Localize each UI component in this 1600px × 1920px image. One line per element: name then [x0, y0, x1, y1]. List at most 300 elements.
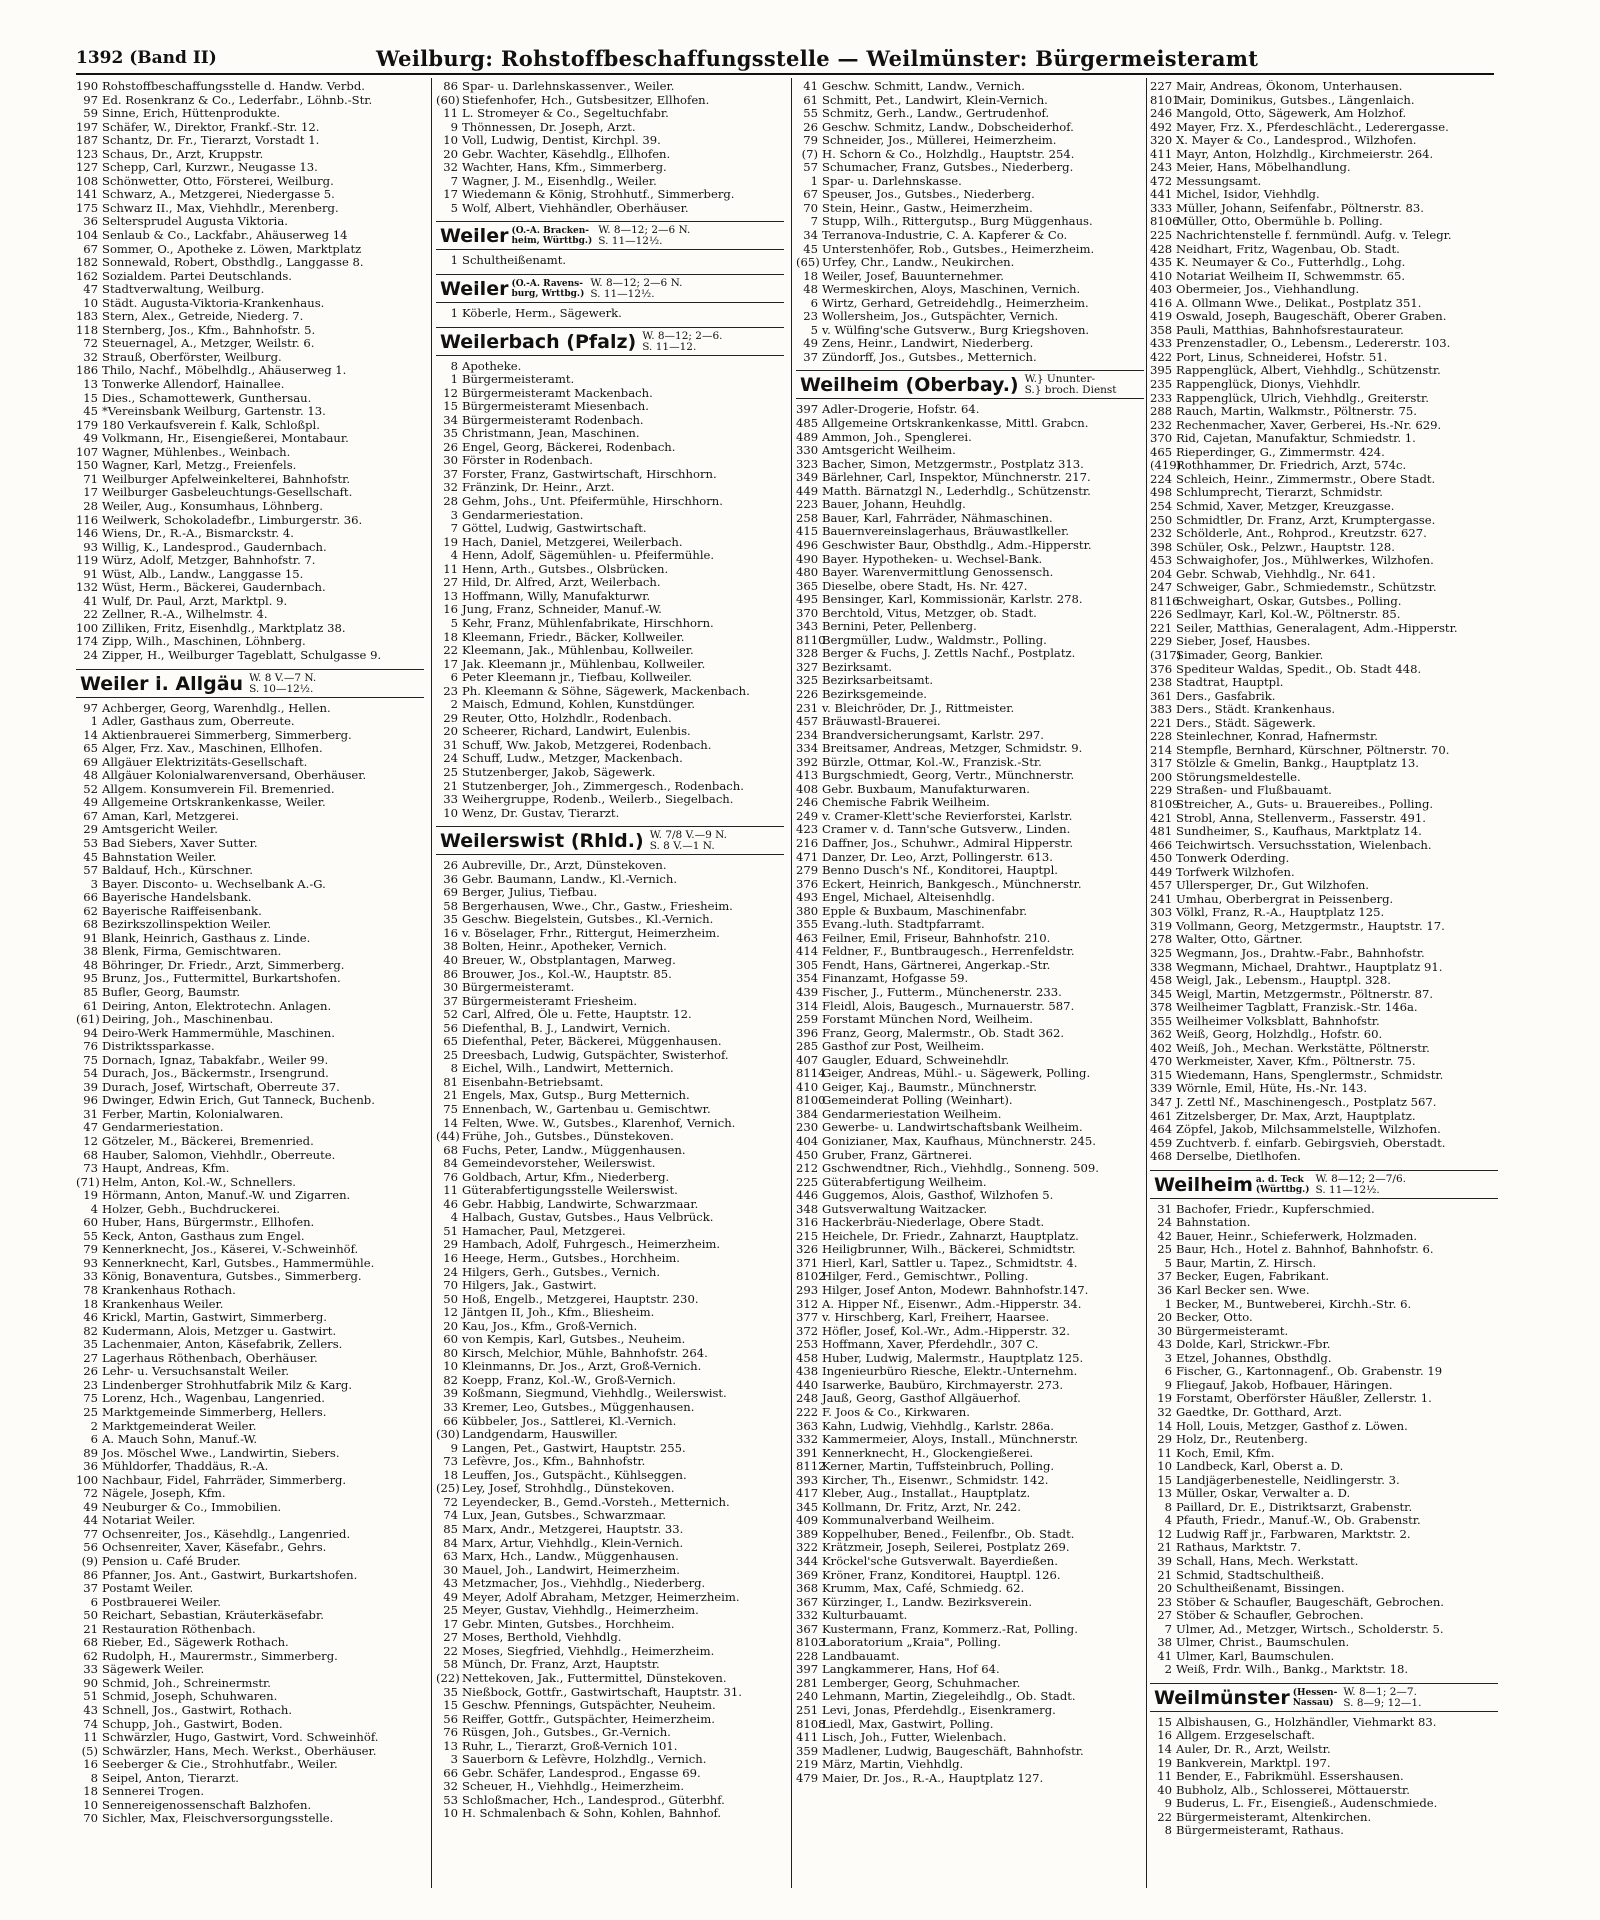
- phone-number: 355: [1150, 1014, 1173, 1028]
- subscriber-name: Schölderle, Ant., Rohprod., Kreutzstr. 627.: [1176, 527, 1427, 541]
- subscriber-name: Götzeler, M., Bäckerei, Bremenried.: [102, 1135, 314, 1149]
- subscriber-name: Steuernagel, A., Metzger, Weilstr. 6.: [102, 337, 315, 351]
- list-item: [76, 1176, 424, 1190]
- subscriber-name: Zündorff, Jos., Gutsbes., Metternich.: [822, 350, 1037, 364]
- subscriber-name: Leyendecker, B., Gemd.-Vorsteh., Metternich.: [462, 1495, 730, 1509]
- list-item: [796, 1379, 1144, 1393]
- subscriber-name: Moses, Berthold, Viehhdlg.: [462, 1631, 622, 1645]
- subscriber-name: Sauerborn & Lefèvre, Holzhdlg., Vernich.: [462, 1753, 707, 1767]
- subscriber-name: Halbach, Gustav, Gutsbes., Haus Velbrück.: [462, 1211, 714, 1225]
- subscriber-name: Kürzinger, I., Landw. Bezirksverein.: [822, 1595, 1033, 1609]
- phone-number: 39: [83, 1080, 98, 1094]
- subscriber-name: Hackerbräu-Niederlage, Obere Stadt.: [822, 1216, 1045, 1230]
- phone-number: 47: [83, 283, 98, 297]
- subscriber-name: Nießbock, Gottfr., Gastwirtschaft, Hauptstr. 31.: [462, 1685, 742, 1699]
- list-item: [76, 851, 424, 865]
- list-item: [436, 658, 784, 672]
- phone-number: 186: [76, 364, 99, 378]
- phone-number: 8: [90, 1771, 98, 1785]
- subscriber-name: Fendt, Hans, Gärtnerei, Angerkap.-Str.: [822, 958, 1051, 972]
- list-item: [436, 1482, 784, 1496]
- phone-number: 338: [1150, 960, 1173, 974]
- phone-number: 73: [443, 1455, 458, 1469]
- subscriber-name: Gemeindevorsteher, Weilerswist.: [462, 1157, 656, 1171]
- subscriber-name: Bürgermeisteramt, Altenkirchen.: [1176, 1810, 1372, 1824]
- list-item: [436, 1062, 784, 1076]
- subscriber-name: Koepp, Franz, Kol.-W., Groß-Vernich.: [462, 1373, 676, 1387]
- phone-number: 15: [83, 391, 98, 405]
- phone-number: 20: [443, 147, 458, 161]
- subscriber-name: Wachter, Hans, Kfm., Simmerberg.: [462, 161, 667, 175]
- subscriber-name: Evang.-luth. Stadtpfarramt.: [822, 918, 985, 932]
- list-item: [76, 837, 424, 851]
- list-item: [436, 1713, 784, 1727]
- list-item: [796, 243, 1144, 257]
- list-item: [1150, 879, 1498, 893]
- subscriber-name: Mühldorfer, Thaddäus, R.-A.: [102, 1460, 269, 1474]
- list-item: [1150, 1757, 1498, 1771]
- phone-number: 68: [83, 1148, 98, 1162]
- list-item: [76, 378, 424, 392]
- subscriber-name: Weigl, Martin, Metzgermstr., Pöltnerstr. 87.: [1176, 987, 1434, 1001]
- list-item: [796, 1121, 1144, 1135]
- list-item: [1150, 1743, 1498, 1757]
- subscriber-name: Sonnewald, Robert, Obsthdlg., Langgasse 8.: [102, 256, 364, 270]
- list-item: [436, 1320, 784, 1334]
- phone-number: 227: [1150, 80, 1173, 93]
- phone-number: 215: [796, 1229, 819, 1243]
- list-item: [436, 1022, 784, 1036]
- subscriber-name: Strobl, Anna, Stellenverm., Fasserstr. 491.: [1176, 811, 1426, 825]
- subscriber-name: Weilburger Apfelweinkelterei, Bahnhofstr.: [102, 472, 351, 486]
- phone-number: 70: [803, 201, 818, 215]
- phone-number: 16: [443, 603, 458, 617]
- list-item: [76, 810, 424, 824]
- subscriber-name: Scheuer, H., Viehhdlg., Heimerzheim.: [462, 1780, 685, 1794]
- phone-number: 79: [803, 134, 818, 148]
- phone-number: 37: [443, 994, 458, 1008]
- list-item: [796, 1176, 1144, 1190]
- subscriber-name: Wagner, Karl, Metzg., Freienfels.: [102, 459, 297, 473]
- phone-number: 408: [796, 782, 819, 796]
- phone-number: 6: [1164, 1365, 1172, 1379]
- subscriber-name: Goldbach, Artur, Kfm., Niederberg.: [462, 1170, 670, 1184]
- subscriber-name: Allgäuer Elektrizitäts-Gesellschaft.: [102, 755, 308, 769]
- subscriber-name: Lisch, Joh., Futter, Wielenbach.: [822, 1731, 1007, 1745]
- list-item: [76, 796, 424, 810]
- subscriber-name: Steinlechner, Konrad, Hafnermstr.: [1176, 730, 1378, 744]
- list-item: [436, 1591, 784, 1605]
- subscriber-name: Dreesbach, Ludwig, Gutspächter, Swisterhof.: [462, 1048, 729, 1062]
- phone-number: 16: [83, 1758, 98, 1772]
- list-item: [1150, 527, 1498, 541]
- subscriber-name: Auler, Dr. R., Arzt, Weilstr.: [1176, 1742, 1331, 1756]
- phone-number: 53: [443, 1793, 458, 1807]
- phone-number: 285: [796, 1040, 819, 1054]
- list-item: [76, 364, 424, 378]
- list-item: [436, 1767, 784, 1781]
- phone-number: 471: [796, 850, 819, 864]
- list-item: [76, 1406, 424, 1420]
- list-item: [1150, 1110, 1498, 1124]
- phone-number: 16: [1157, 1729, 1172, 1743]
- subscriber-name: Rid, Cajetan, Manufaktur, Schmiedstr. 1.: [1176, 432, 1416, 446]
- list-item: [436, 1387, 784, 1401]
- subscriber-name: Isarwerke, Baubüro, Kirchmayerstr. 273.: [822, 1378, 1064, 1392]
- subscriber-name: Stiefenhofer, Hch., Gutsbesitzer, Ellhofen.: [462, 93, 710, 107]
- list-item: [76, 1203, 424, 1217]
- subscriber-name: Kommunalverband Weilheim.: [822, 1514, 995, 1528]
- subscriber-name: Allgäuer Kolonialwarenversand, Oberhäuser.: [102, 769, 367, 783]
- subscriber-name: Pfanner, Jos. Ant., Gastwirt, Burkartshofen.: [102, 1568, 358, 1582]
- list-item: [436, 1442, 784, 1456]
- subscriber-name: Sedlmayr, Karl, Kol.-W., Pöltnerstr. 85.: [1176, 608, 1401, 622]
- subscriber-name: Rieber, Ed., Sägewerk Rothach.: [102, 1636, 289, 1650]
- phone-number: 414: [796, 945, 819, 959]
- subscriber-name: Thönnessen, Dr. Joseph, Arzt.: [462, 120, 636, 134]
- subscriber-name: Alger, Frz. Xav., Maschinen, Ellhofen.: [102, 742, 323, 756]
- list-item: [76, 1528, 424, 1542]
- subscriber-name: März, Martin, Viehhdlg.: [822, 1758, 964, 1772]
- subscriber-name: Weilheimer Volksblatt, Bahnhofstr.: [1176, 1014, 1380, 1028]
- list-item: [76, 702, 424, 716]
- phone-number: 34: [443, 413, 458, 427]
- list-item: [436, 387, 784, 401]
- list-item: [796, 1690, 1144, 1704]
- list-item: [1150, 378, 1498, 392]
- subscriber-name: Durach, Josef, Wirtschaft, Oberreute 37.: [102, 1080, 340, 1094]
- list-item: [76, 742, 424, 756]
- list-item: [1150, 1352, 1498, 1366]
- phone-number: 37: [83, 1582, 98, 1596]
- phone-number: 40: [1157, 1783, 1172, 1797]
- subscriber-name: Gewerbe- u. Landwirtschaftsbank Weilheim.: [822, 1121, 1083, 1135]
- list-item: [436, 1509, 784, 1523]
- phone-number: 229: [1150, 784, 1173, 798]
- list-item: [76, 945, 424, 959]
- subscriber-name: Spar- u. Darlehnskasse.: [822, 174, 962, 188]
- subscriber-name: von Kempis, Karl, Gutsbes., Neuheim.: [462, 1333, 686, 1347]
- phone-number: 39: [1157, 1554, 1172, 1568]
- phone-number: 36: [83, 215, 98, 229]
- subscriber-name: Huber, Hans, Bürgermstr., Ellhofen.: [102, 1216, 315, 1230]
- list-item: [436, 1645, 784, 1659]
- subscriber-name: Fuchs, Peter, Landw., Müggenhausen.: [462, 1143, 686, 1157]
- subscriber-name: Engel, Georg, Bäckerei, Rodenbach.: [462, 440, 676, 454]
- list-item: [1150, 730, 1498, 744]
- subscriber-name: Kerner, Martin, Tuffsteinbruch, Polling.: [822, 1460, 1055, 1474]
- phone-number: 320: [1150, 134, 1173, 148]
- list-item: [796, 1596, 1144, 1610]
- phone-number: 56: [443, 1712, 458, 1726]
- subscriber-name: Stern, Alex., Getreide, Niederg. 7.: [102, 310, 304, 324]
- list-item: [796, 1270, 1144, 1284]
- subscriber-name: Seeberger & Cie., Strohhutfabr., Weiler.: [102, 1758, 338, 1772]
- list-item: [1150, 1001, 1498, 1015]
- list-item: [76, 1230, 424, 1244]
- subscriber-name: Schönwetter, Otto, Försterei, Weilburg.: [102, 174, 334, 188]
- phone-number: 65: [443, 1035, 458, 1049]
- subscriber-name: Förster in Rodenbach.: [462, 454, 593, 468]
- subscriber-name: Bürgermeisteramt.: [1176, 1324, 1289, 1338]
- subscriber-name: Müller, Oskar, Verwalter a. D.: [1176, 1487, 1351, 1501]
- list-item: [76, 1582, 424, 1596]
- subscriber-name: Wenz, Dr. Gustav, Tierarzt.: [462, 806, 620, 820]
- list-item: [1150, 961, 1498, 975]
- phone-number: 36: [83, 1460, 98, 1474]
- list-item: [436, 1469, 784, 1483]
- subscriber-name: Landbeck, Karl, Oberst a. D.: [1176, 1460, 1344, 1474]
- list-item: [1150, 1663, 1498, 1677]
- subscriber-name: Krankenhaus Weiler.: [102, 1297, 224, 1311]
- list-item: [436, 1455, 784, 1469]
- office-hours: W. 8—12; 2—7/6. S. 11—12½.: [1315, 1172, 1406, 1196]
- subscriber-name: Kircher, Th., Eisenwr., Schmidstr. 142.: [822, 1473, 1049, 1487]
- list-item: [76, 514, 424, 528]
- list-item: [1150, 1716, 1498, 1730]
- subscriber-name: Wüst, Herm., Bäckerei, Gaudernbach.: [102, 581, 326, 595]
- list-item: [76, 175, 424, 189]
- list-item: [1150, 1392, 1498, 1406]
- list-item: [796, 121, 1144, 135]
- phone-number: 48: [83, 769, 98, 783]
- phone-number: 278: [1150, 933, 1173, 947]
- phone-number: 246: [1150, 107, 1173, 121]
- subscriber-name: Schwarz, A., Metzgerei, Niedergasse 5.: [102, 188, 335, 202]
- phone-number: 332: [796, 1433, 819, 1447]
- phone-number: 305: [796, 958, 819, 972]
- subscriber-name: Berger & Fuchs, J. Zettls Nachf., Postplatz.: [822, 647, 1076, 661]
- phone-number: 48: [803, 283, 818, 297]
- phone-number: 393: [796, 1473, 819, 1487]
- phone-number: 77: [83, 1527, 98, 1541]
- list-item: [796, 337, 1144, 351]
- subscriber-name: Stöber & Schaufler, Baugeschäft, Gebrochen.: [1176, 1595, 1444, 1609]
- phone-number: 49: [443, 1590, 458, 1604]
- phone-number: 69: [443, 886, 458, 900]
- phone-number: 489: [796, 430, 819, 444]
- list-item: [436, 1428, 784, 1442]
- phone-number: 371: [796, 1256, 819, 1270]
- subscriber-name: Müller, Otto, Obermühle b. Polling.: [1176, 215, 1383, 229]
- phone-number: 67: [803, 188, 818, 202]
- subscriber-name: Kammermeier, Aloys, Install., Münchnerstr.: [822, 1433, 1079, 1447]
- subscriber-name: Hauber, Salomon, Viehhdlr., Oberreute.: [102, 1148, 336, 1162]
- subscriber-name: Sägewerk Weiler.: [102, 1663, 205, 1677]
- list-item: [76, 581, 424, 595]
- list-item: [796, 1352, 1144, 1366]
- list-item: [1150, 906, 1498, 920]
- phone-number: 11: [1157, 1446, 1172, 1460]
- list-item: [76, 1108, 424, 1122]
- phone-number: 8110: [796, 633, 826, 647]
- phone-number: 40: [443, 953, 458, 967]
- subscriber-name: Weiß, Joh., Mechan. Werkstätte, Pöltnerstr.: [1176, 1041, 1430, 1055]
- phone-number: 29: [443, 1238, 458, 1252]
- list-item: [76, 1149, 424, 1163]
- list-item: [76, 918, 424, 932]
- phone-number: 8109: [1150, 797, 1180, 811]
- list-item: [1150, 757, 1498, 771]
- list-item: [436, 536, 784, 550]
- list-item: [796, 566, 1144, 580]
- list-item: [1150, 635, 1498, 649]
- subscriber-name: Reiffer, Gottfr., Gutspächter, Heimerzheim.: [462, 1712, 715, 1726]
- subscriber-name: Sieber, Josef, Hausbes.: [1176, 635, 1311, 649]
- list-item: [436, 1604, 784, 1618]
- subscriber-name: Sternberg, Jos., Kfm., Bahnhofstr. 5.: [102, 323, 316, 337]
- list-item: [796, 1663, 1144, 1677]
- subscriber-name: Stadtverwaltung, Weilburg.: [102, 283, 265, 297]
- phone-number: 411: [796, 1731, 819, 1745]
- subscriber-name: Ammon, Joh., Spenglerei.: [822, 430, 972, 444]
- phone-number: 91: [83, 567, 98, 581]
- phone-number: 23: [443, 684, 458, 698]
- subscriber-name: Seipel, Anton, Tierarzt.: [102, 1771, 239, 1785]
- list-item: [796, 986, 1144, 1000]
- subscriber-name: Engel, Michael, Alteisenhdlg.: [822, 891, 995, 905]
- subscriber-name: Hilgers, Gerh., Gutsbes., Vernich.: [462, 1265, 661, 1279]
- list-item: [436, 360, 784, 374]
- subscriber-name: v. Böselager, Frhr., Rittergut, Heimerzheim.: [462, 926, 720, 940]
- subscriber-name: Bürgermeisteramt.: [462, 981, 575, 995]
- subscriber-name: Willig, K., Landesprod., Gaudernbach.: [102, 540, 327, 554]
- phone-number: 21: [1157, 1541, 1172, 1555]
- subscriber-name: Heege, Herm., Gutsbes., Horchheim.: [462, 1252, 680, 1266]
- list-item: [796, 1257, 1144, 1271]
- list-item: [76, 1474, 424, 1488]
- phone-number: 349: [796, 471, 819, 485]
- subscriber-name: Schultheißenamt.: [462, 254, 567, 268]
- phone-number: 41: [83, 594, 98, 608]
- phone-number: 68: [83, 918, 98, 932]
- list-item: [76, 270, 424, 284]
- phone-number: 440: [796, 1378, 819, 1392]
- list-item: [1150, 581, 1498, 595]
- list-item: [436, 995, 784, 1009]
- subscriber-name: Hoffmann, Xaver, Pferdehdlr., 307 C.: [822, 1338, 1039, 1352]
- phone-number: 62: [83, 1649, 98, 1663]
- subscriber-name: Kröckel'sche Gutsverwalt. Bayerdießen.: [822, 1554, 1058, 1568]
- list-item: [436, 1144, 784, 1158]
- list-item: [796, 1067, 1144, 1081]
- phone-number: 438: [796, 1365, 819, 1379]
- subscriber-name: Ulmer, Christ., Baumschulen.: [1176, 1636, 1350, 1650]
- subscriber-name: Wirtz, Gerhard, Getreidehdlg., Heimerzheim.: [822, 296, 1089, 310]
- phone-number: 248: [796, 1392, 819, 1406]
- phone-number: 404: [796, 1135, 819, 1149]
- list-item: [1150, 974, 1498, 988]
- subscriber-name: v. Bleichröder, Dr. J., Rittmeister.: [822, 701, 1015, 715]
- subscriber-name: Ferber, Martin, Kolonialwaren.: [102, 1107, 284, 1121]
- list-item: [796, 823, 1144, 837]
- subscriber-name: Geschw. Pfennings, Gutspächter, Neuheim.: [462, 1699, 716, 1713]
- phone-number: 6: [450, 671, 458, 685]
- subscriber-name: Maisch, Edmund, Kohlen, Kunstdünger.: [462, 698, 696, 712]
- phone-number: 13: [83, 378, 98, 392]
- phone-number: 68: [83, 1636, 98, 1650]
- phone-number: 61: [83, 999, 98, 1013]
- phone-number: 38: [83, 945, 98, 959]
- list-item: [796, 1758, 1144, 1772]
- subscriber-name: Weiß, Georg, Holzhdlg., Hofstr. 60.: [1176, 1028, 1383, 1042]
- list-item: [1150, 893, 1498, 907]
- phone-number: 39: [443, 1387, 458, 1401]
- list-item: [76, 161, 424, 175]
- town-heading: [436, 221, 784, 250]
- phone-number: 22: [1157, 1810, 1172, 1824]
- subscriber-name: Gebr. Schwab, Viehhdlg., Nr. 641.: [1176, 567, 1376, 581]
- phone-number: 397: [796, 403, 819, 417]
- list-item: [436, 940, 784, 954]
- list-item: [1150, 1433, 1498, 1447]
- phone-number: 51: [443, 1224, 458, 1238]
- phone-number: 24: [83, 648, 98, 662]
- list-item: [436, 1008, 784, 1022]
- list-item: [1150, 161, 1498, 175]
- list-item: [76, 1270, 424, 1284]
- list-item: [436, 873, 784, 887]
- subscriber-name: Landbauamt.: [822, 1649, 900, 1663]
- phone-number: 457: [796, 715, 819, 729]
- subscriber-name: Forstamt, Oberförster Häußler, Zellerstr. 1.: [1176, 1392, 1432, 1406]
- phone-number: 5: [450, 616, 458, 630]
- list-item: [436, 576, 784, 590]
- subscriber-name: Bufler, Georg, Baumstr.: [102, 986, 241, 999]
- phone-number: 233: [1150, 391, 1173, 405]
- phone-number: 229: [1150, 635, 1173, 649]
- phone-number: 365: [796, 579, 819, 593]
- phone-number: 116: [76, 513, 99, 527]
- phone-number: 28: [83, 499, 98, 513]
- phone-number: 243: [1150, 161, 1173, 175]
- list-item: [1150, 500, 1498, 514]
- phone-number: 10: [83, 296, 98, 310]
- list-item: [436, 644, 784, 658]
- subscriber-name: Schmid, Joh., Schreinermstr.: [102, 1676, 271, 1690]
- phone-number: 32: [443, 1780, 458, 1794]
- subscriber-name: Jung, Franz, Schneider, Manuf.-W.: [462, 603, 662, 617]
- subscriber-name: Sichler, Max, Fleischversorgungsstelle.: [102, 1812, 334, 1826]
- phone-number: 48: [83, 958, 98, 972]
- town-name: Weiler: [440, 225, 509, 248]
- subscriber-name: Wiedemann & König, Strohhutf., Simmerberg.: [462, 188, 735, 202]
- list-item: [436, 1631, 784, 1645]
- subscriber-name: Geiger, Andreas, Mühl.- u. Sägewerk, Polling.: [822, 1067, 1091, 1081]
- subscriber-name: Kirsch, Melchior, Mühle, Bahnhofstr. 264.: [462, 1346, 708, 1360]
- list-item: [796, 229, 1144, 243]
- list-item: [796, 1677, 1144, 1691]
- list-item: [76, 229, 424, 243]
- subscriber-name: Maier, Dr. Jos., R.-A., Hauptplatz 127.: [822, 1771, 1044, 1785]
- subscriber-name: Lachenmaier, Anton, Käsefabrik, Zellers.: [102, 1338, 343, 1352]
- subscriber-name: Aktienbrauerei Simmerberg, Simmerberg.: [102, 728, 352, 742]
- phone-number: 13: [443, 1739, 458, 1753]
- subscriber-name: Zitzelsberger, Dr. Max, Arzt, Hauptplatz.: [1176, 1109, 1416, 1123]
- list-item: [76, 486, 424, 500]
- phone-number: 325: [796, 674, 819, 688]
- phone-number: 407: [796, 1053, 819, 1067]
- list-item: [436, 1415, 784, 1429]
- subscriber-name: Zipper, H., Weilburger Tageblatt, Schulgasse 9.: [102, 648, 382, 662]
- subscriber-name: Geschwister Baur, Obsthdlg., Adm.-Hipperstr.: [822, 538, 1092, 552]
- list-item: [796, 647, 1144, 661]
- phone-number: 70: [443, 1279, 458, 1293]
- subscriber-name: Schmid, Xaver, Metzger, Kreuzgasse.: [1176, 499, 1395, 513]
- list-item: [436, 549, 784, 563]
- list-item: [76, 500, 424, 514]
- phone-number: 7: [1164, 1622, 1172, 1636]
